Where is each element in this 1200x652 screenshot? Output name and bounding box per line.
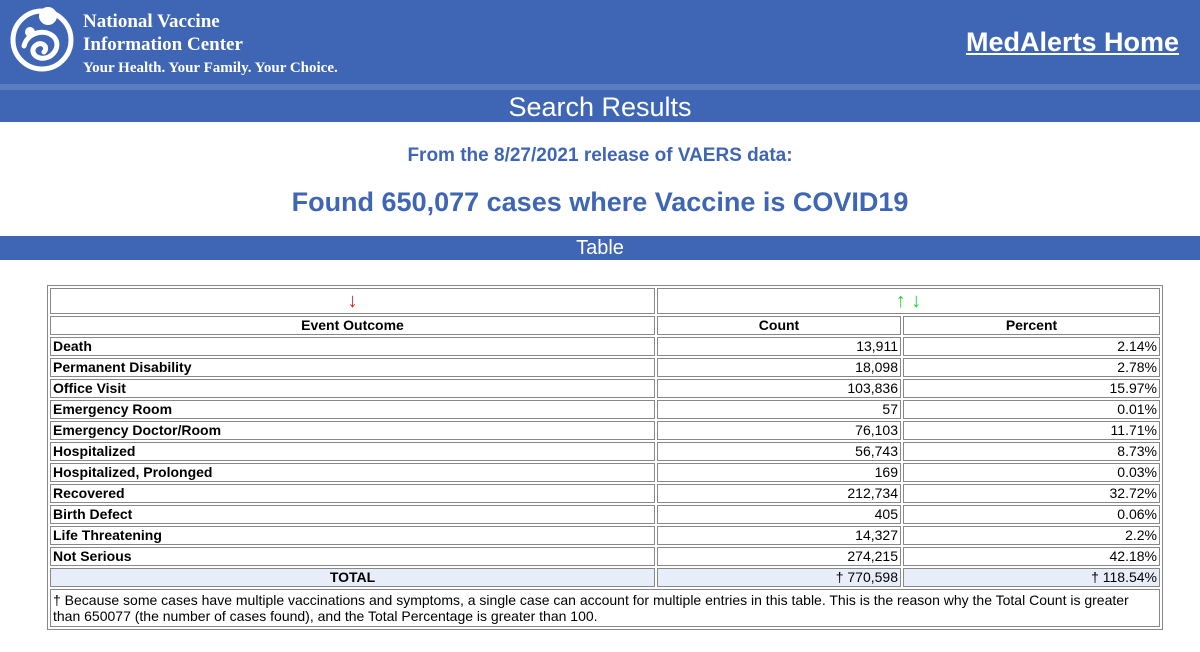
release-line: From the 8/27/2021 release of VAERS data: (407, 145, 793, 166)
table-row (50, 358, 1160, 377)
outcome-cell: Permanent Disability (50, 358, 655, 377)
org-name-line2: Information Center (83, 34, 243, 55)
count-cell: 169 (657, 463, 901, 482)
percent-cell: 11.71% (903, 421, 1160, 440)
page-title: Search Results (508, 92, 692, 122)
outcome-cell: Recovered (50, 484, 655, 503)
outcome-cell: Office Visit (50, 379, 655, 398)
medalerts-home-link[interactable]: MedAlerts Home (965, 27, 1179, 57)
table-row (50, 526, 1160, 545)
count-cell: 13,911 (657, 337, 901, 356)
sort-row (50, 288, 1160, 314)
table-row (50, 505, 1160, 524)
total-label: TOTAL (50, 568, 655, 587)
percent-cell: 2.78% (903, 358, 1160, 377)
org-name-line1: National Vaccine (83, 11, 220, 32)
table-row (50, 379, 1160, 398)
percent-cell: 0.06% (903, 505, 1160, 524)
nvic-logo-icon[interactable] (10, 2, 74, 74)
org-name-block (83, 10, 338, 78)
outcome-cell: Hospitalized (50, 442, 655, 461)
outcome-cell: Not Serious (50, 547, 655, 566)
outcome-cell: Birth Defect (50, 505, 655, 524)
org-tagline: Your Health. Your Family. Your Choice. (83, 60, 338, 76)
outcome-cell: Life Threatening (50, 526, 655, 545)
percent-cell: 42.18% (903, 547, 1160, 566)
percent-cell: 2.14% (903, 337, 1160, 356)
sort-up-arrow-icon[interactable]: ↑ (895, 290, 906, 312)
count-cell: 76,103 (657, 421, 901, 440)
sort-cell-outcome (50, 288, 655, 314)
total-percent: † 118.54% (903, 568, 1160, 587)
table-row (50, 484, 1160, 503)
outcome-cell: Death (50, 337, 655, 356)
outcome-cell: Hospitalized, Prolonged (50, 463, 655, 482)
count-cell: 56,743 (657, 442, 901, 461)
table-row (50, 547, 1160, 566)
percent-cell: 32.72% (903, 484, 1160, 503)
sort-down-arrow-icon[interactable]: ↓ (911, 290, 922, 312)
found-cases-heading: Found 650,077 cases where Vaccine is COVID19 (291, 187, 909, 217)
count-cell: 212,734 (657, 484, 901, 503)
count-cell: 103,836 (657, 379, 901, 398)
percent-cell: 15.97% (903, 379, 1160, 398)
footnote-row (50, 589, 1160, 627)
search-results-band (0, 84, 1200, 122)
results-table (47, 285, 1163, 630)
table-row (50, 442, 1160, 461)
percent-cell: 0.01% (903, 400, 1160, 419)
count-cell: 274,215 (657, 547, 901, 566)
outcome-cell: Emergency Room (50, 400, 655, 419)
count-cell: 18,098 (657, 358, 901, 377)
column-header-percent[interactable]: Percent (903, 316, 1160, 335)
results-table-wrapper (47, 285, 1163, 630)
percent-cell: 8.73% (903, 442, 1160, 461)
percent-cell: 0.03% (903, 463, 1160, 482)
table-row (50, 421, 1160, 440)
table-section-band: Table (0, 236, 1200, 260)
table-row (50, 400, 1160, 419)
column-header-outcome[interactable]: Event Outcome (50, 316, 655, 335)
sort-down-arrow-icon[interactable]: ↓ (347, 290, 358, 312)
table-row (50, 337, 1160, 356)
footnote: † Because some cases have multiple vaccinations and symptoms, a single case can account for multiple entries in this table. This is the reason why the Total Count is greater than 650077 (the number of cases found), and the Total Percentage is greater than 100. (50, 589, 1160, 627)
site-header (0, 0, 1200, 90)
total-row (50, 568, 1160, 587)
table-row (50, 463, 1160, 482)
column-header-count[interactable]: Count (657, 316, 901, 335)
outcome-cell: Emergency Doctor/Room (50, 421, 655, 440)
sort-cell-count (657, 288, 1160, 314)
percent-cell: 2.2% (903, 526, 1160, 545)
count-cell: 57 (657, 400, 901, 419)
header-row (50, 316, 1160, 335)
count-cell: 14,327 (657, 526, 901, 545)
total-count: † 770,598 (657, 568, 901, 587)
count-cell: 405 (657, 505, 901, 524)
